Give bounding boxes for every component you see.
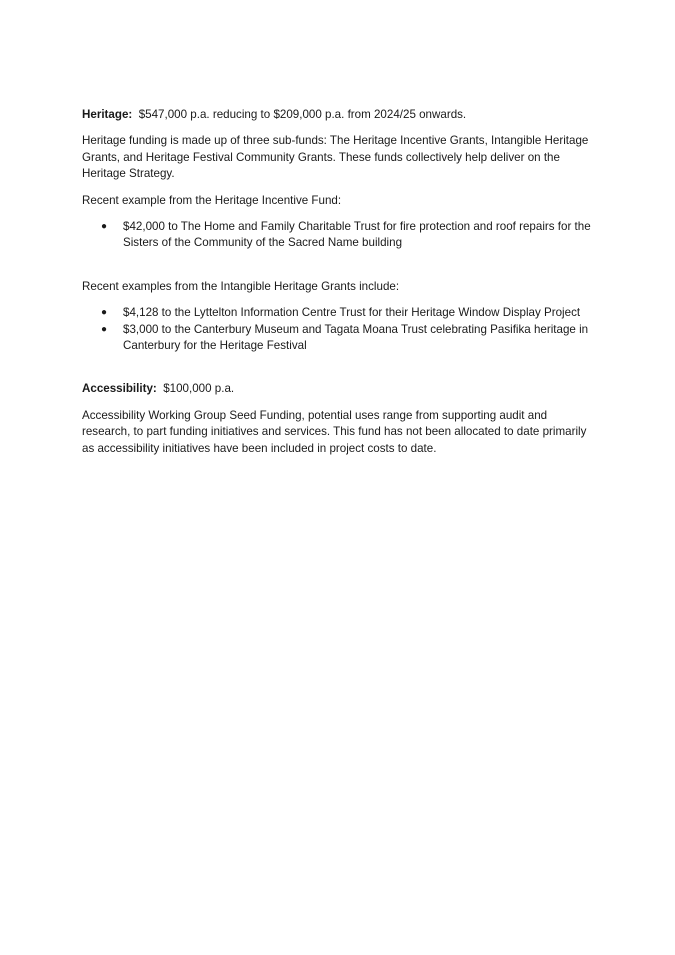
heritage-description: Heritage funding is made up of three sub-funds: The Heritage Incentive Grants, Intangible Heritage Grants, and Heritage Festival Community Grants. These funds collectively help deliver on the Heritage Strategy. xyxy=(82,134,589,181)
heritage-incentive-list xyxy=(82,219,594,252)
accessibility-heading xyxy=(82,381,594,397)
heritage-amount: $547,000 p.a. reducing to $209,000 p.a. from 2024/25 onwards. xyxy=(138,108,467,121)
heritage-intangible-list xyxy=(82,305,594,354)
list-item xyxy=(82,305,594,321)
bullet-icon: ● xyxy=(101,307,108,319)
accessibility-amount: $100,000 p.a. xyxy=(163,382,235,396)
bullet-icon: ● xyxy=(101,221,108,233)
heritage-intangible-intro: Recent examples from the Intangible Heritage Grants include: xyxy=(82,279,400,293)
heritage-heading xyxy=(82,107,594,123)
accessibility-description: Accessibility Working Group Seed Funding, potential uses range from supporting audit and research, to part funding initiatives and services. This fund has not been allocated to date primarily as accessibility initiatives have been included in project costs to date. xyxy=(82,408,587,455)
list-item-text: $3,000 to the Canterbury Museum and Tagata Moana Trust celebrating Pasifika heritage in Canterbury for the Heritage Festival xyxy=(123,322,589,353)
list-item-text: $42,000 to The Home and Family Charitable Trust for fire protection and roof repairs for the Sisters of the Community of the Sacred Name building xyxy=(123,220,591,250)
document-page xyxy=(82,107,594,467)
list-item xyxy=(82,322,594,355)
accessibility-label: Accessibility: xyxy=(82,382,157,396)
bullet-icon: ● xyxy=(101,323,108,335)
heritage-label: Heritage: xyxy=(82,108,133,121)
heritage-incentive-intro: Recent example from the Heritage Incentive Fund: xyxy=(82,193,342,207)
list-item xyxy=(82,219,594,252)
list-item-text: $4,128 to the Lyttelton Information Centre Trust for their Heritage Window Display Project xyxy=(123,306,581,320)
